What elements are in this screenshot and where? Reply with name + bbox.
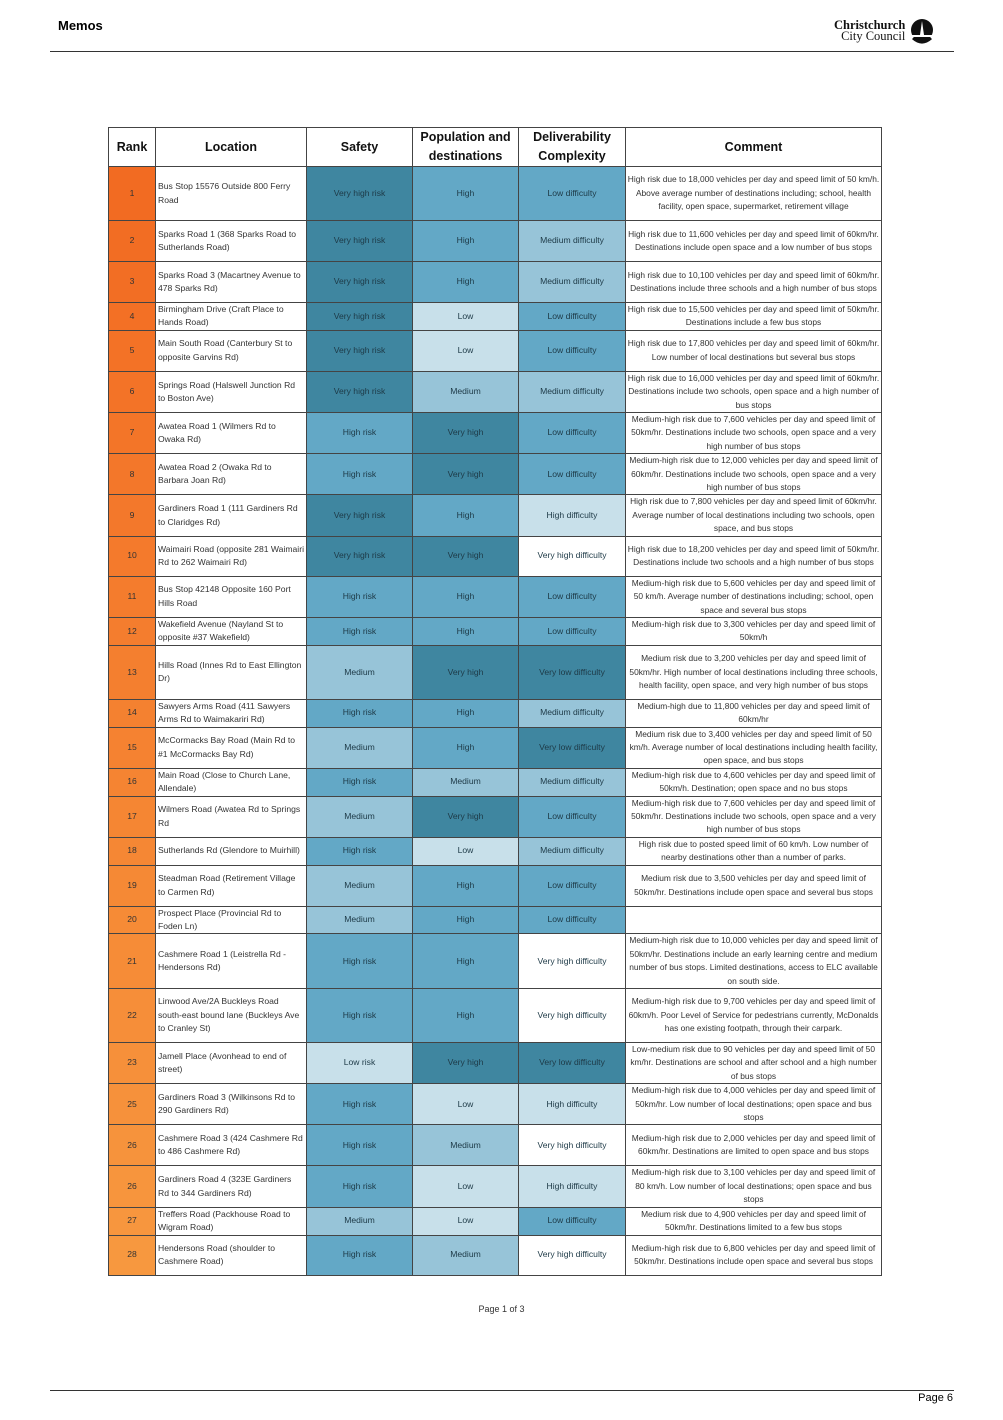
population-cell: High (413, 699, 519, 727)
safety-cell: Very high risk (307, 371, 413, 412)
safety-cell: High risk (307, 699, 413, 727)
comment-cell: Medium-high risk due to 12,000 vehicles per day and speed limit of 60km/hr. Destinations include two schools, open space and a very high number of bus stops (626, 454, 882, 495)
comment-cell: Medium-high risk due to 3,100 vehicles per day and speed limit of 80 km/h. Low number of local destinations; open space and bus stops (626, 1166, 882, 1207)
rank-cell: 16 (109, 768, 156, 796)
population-cell: Very high (413, 413, 519, 454)
location-cell: Main South Road (Canterbury St to opposite Garvins Rd) (156, 330, 307, 371)
council-logo (834, 18, 935, 44)
table-row (109, 617, 882, 645)
table-row (109, 699, 882, 727)
population-cell: Very high (413, 645, 519, 699)
location-cell: Gardiners Road 1 (111 Gardiners Rd to Claridges Rd) (156, 495, 307, 536)
rank-cell: 12 (109, 617, 156, 645)
table-header-row (109, 128, 882, 167)
population-cell: Medium (413, 1235, 519, 1275)
rank-cell: 20 (109, 906, 156, 934)
table-row (109, 330, 882, 371)
logo-line-2: City Council (841, 29, 906, 43)
population-cell: Medium (413, 1125, 519, 1166)
population-cell: Low (413, 1207, 519, 1235)
population-cell: High (413, 865, 519, 906)
rank-cell: 19 (109, 865, 156, 906)
rank-cell: 11 (109, 576, 156, 617)
comment-cell: Medium-high risk due to 10,000 vehicles per day and speed limit of 50km/hr. Destinations include an early learning centre and medium number of bus stops. Limited destinations, access to ELC available on south side. (626, 934, 882, 989)
rank-cell: 9 (109, 495, 156, 536)
safety-cell: Medium (307, 796, 413, 837)
table-row (109, 495, 882, 536)
deliverability-cell: Low difficulty (519, 330, 626, 371)
comment-cell: Low-medium risk due to 90 vehicles per day and speed limit of 50 km/hr. Destinations are school and after school and a high number of bus stops (626, 1043, 882, 1084)
deliverability-cell: Very high difficulty (519, 536, 626, 576)
location-cell: Birmingham Drive (Craft Place to Hands Road) (156, 303, 307, 331)
comment-cell: Medium-high risk due to 2,000 vehicles per day and speed limit of 60km/hr. Destinations are limited to open space and bus stops (626, 1125, 882, 1166)
safety-cell: High risk (307, 934, 413, 989)
location-cell: Cashmere Road 1 (Leistrella Rd - Hendersons Rd) (156, 934, 307, 989)
comment-cell: Medium risk due to 4,900 vehicles per day and speed limit of 50km/hr. Destinations limited to a few bus stops (626, 1207, 882, 1235)
comment-cell: High risk due to 7,800 vehicles per day and speed limit of 60km/hr. Average number of local destinations including two schools, open space, and bus stops (626, 495, 882, 536)
safety-cell: Very high risk (307, 262, 413, 303)
safety-cell: High risk (307, 837, 413, 865)
rank-cell: 4 (109, 303, 156, 331)
table-row (109, 1125, 882, 1166)
population-cell: High (413, 727, 519, 768)
table-row (109, 221, 882, 262)
deliverability-cell: Very high difficulty (519, 934, 626, 989)
location-cell: Awatea Road 2 (Owaka Rd to Barbara Joan Rd) (156, 454, 307, 495)
header-population: Population and destinations (413, 128, 519, 167)
rank-cell: 28 (109, 1235, 156, 1275)
rank-cell: 26 (109, 1166, 156, 1207)
comment-cell: Medium-high risk due to 7,600 vehicles per day and speed limit of 50km/hr. Destinations include two schools, open space and a very high number of bus stops (626, 796, 882, 837)
table-row (109, 413, 882, 454)
location-cell: Gardiners Road 3 (Wilkinsons Rd to 290 Gardiners Rd) (156, 1084, 307, 1125)
deliverability-cell: Very low difficulty (519, 727, 626, 768)
rank-cell: 7 (109, 413, 156, 454)
population-cell: Very high (413, 796, 519, 837)
location-cell: Sparks Road 3 (Macartney Avenue to 478 Sparks Rd) (156, 262, 307, 303)
deliverability-cell: Medium difficulty (519, 221, 626, 262)
table-row (109, 837, 882, 865)
deliverability-cell: Medium difficulty (519, 837, 626, 865)
page-number: Page 6 (918, 1392, 953, 1404)
rank-cell: 18 (109, 837, 156, 865)
safety-cell: High risk (307, 1084, 413, 1125)
location-cell: Treffers Road (Packhouse Road to Wigram Road) (156, 1207, 307, 1235)
safety-cell: Medium (307, 645, 413, 699)
table-row (109, 1084, 882, 1125)
page-of-label: Page 1 of 3 (478, 1304, 525, 1314)
table-row (109, 167, 882, 221)
comment-cell: Medium-high risk due to 7,600 vehicles per day and speed limit of 50km/hr. Destinations include two schools, open space and a very high number of bus stops (626, 413, 882, 454)
population-cell: High (413, 262, 519, 303)
deliverability-cell: Very low difficulty (519, 645, 626, 699)
rank-cell: 10 (109, 536, 156, 576)
rank-cell: 17 (109, 796, 156, 837)
safety-cell: Very high risk (307, 221, 413, 262)
priority-locations-table (108, 127, 882, 1276)
rank-cell: 2 (109, 221, 156, 262)
safety-cell: Medium (307, 865, 413, 906)
rank-cell: 15 (109, 727, 156, 768)
location-cell: Cashmere Road 3 (424 Cashmere Rd to 486 Cashmere Rd) (156, 1125, 307, 1166)
population-cell: High (413, 221, 519, 262)
table-row (109, 906, 882, 934)
comment-cell: Medium-high risk due to 4,600 vehicles per day and speed limit of 50km/h. Destination; open space and no bus stops (626, 768, 882, 796)
location-cell: Sawyers Arms Road (411 Sawyers Arms Rd to Waimakariri Rd) (156, 699, 307, 727)
population-cell: Very high (413, 536, 519, 576)
population-cell: High (413, 934, 519, 989)
table-row (109, 1207, 882, 1235)
comment-cell: High risk due to 18,000 vehicles per day and speed limit of 50 km/h. Above average number of destinations including; school, health facility, open space, supermarket, retirement village (626, 167, 882, 221)
table-row (109, 989, 882, 1043)
location-cell: Sparks Road 1 (368 Sparks Road to Sutherlands Road) (156, 221, 307, 262)
deliverability-cell: High difficulty (519, 1084, 626, 1125)
location-cell: Waimairi Road (opposite 281 Waimairi Rd to 262 Waimairi Rd) (156, 536, 307, 576)
table-row (109, 1235, 882, 1275)
comment-cell: High risk due to 15,500 vehicles per day and speed limit of 50km/hr. Destinations include a few bus stops (626, 303, 882, 331)
location-cell: Sutherlands Rd (Glendore to Muirhill) (156, 837, 307, 865)
rank-cell: 21 (109, 934, 156, 989)
deliverability-cell: Low difficulty (519, 796, 626, 837)
table-row (109, 796, 882, 837)
table-row (109, 454, 882, 495)
safety-cell: Very high risk (307, 303, 413, 331)
comment-cell: Medium-high risk due to 5,600 vehicles per day and speed limit of 50 km/h. Average number of destinations including; school, open space and several bus stops (626, 576, 882, 617)
location-cell: Prospect Place (Provincial Rd to Foden Ln) (156, 906, 307, 934)
deliverability-cell: Low difficulty (519, 454, 626, 495)
population-cell: High (413, 617, 519, 645)
safety-cell: Medium (307, 1207, 413, 1235)
safety-cell: High risk (307, 576, 413, 617)
table-row (109, 262, 882, 303)
safety-cell: High risk (307, 617, 413, 645)
cathedral-logo-icon (909, 18, 935, 44)
comment-cell: Medium risk due to 3,200 vehicles per day and speed limit of 50km/hr. High number of local destinations including three schools, health facility, open space, and very high number of bus stops (626, 645, 882, 699)
location-cell: Hendersons Road (shoulder to Cashmere Road) (156, 1235, 307, 1275)
deliverability-cell: Low difficulty (519, 617, 626, 645)
comment-cell: High risk due to 10,100 vehicles per day and speed limit of 60km/hr. Destinations include three schools and a high number of bus stops (626, 262, 882, 303)
footer-divider (50, 1390, 954, 1391)
deliverability-cell: Low difficulty (519, 865, 626, 906)
comment-cell: Medium-high risk due to 9,700 vehicles per day and speed limit of 60km/h. Poor Level of Service for pedestrians currently, McDonalds has one existing footpath, through their carpark. (626, 989, 882, 1043)
header-deliverability: Deliverability Complexity (519, 128, 626, 167)
population-cell: High (413, 576, 519, 617)
document-header-title: Memos (58, 18, 103, 33)
comment-cell: Medium-high risk due to 3,300 vehicles per day and speed limit of 50km/h (626, 617, 882, 645)
table-row (109, 1166, 882, 1207)
rank-cell: 13 (109, 645, 156, 699)
location-cell: Bus Stop 42148 Opposite 160 Port Hills Road (156, 576, 307, 617)
safety-cell: Very high risk (307, 330, 413, 371)
location-cell: Gardiners Road 4 (323E Gardiners Rd to 344 Gardiners Rd) (156, 1166, 307, 1207)
location-cell: Jamell Place (Avonhead to end of street) (156, 1043, 307, 1084)
location-cell: Hills Road (Innes Rd to East Ellington Dr) (156, 645, 307, 699)
deliverability-cell: Medium difficulty (519, 371, 626, 412)
deliverability-cell: Very low difficulty (519, 1043, 626, 1084)
rank-cell: 1 (109, 167, 156, 221)
rank-cell: 3 (109, 262, 156, 303)
population-cell: Very high (413, 454, 519, 495)
table-row (109, 536, 882, 576)
table-row (109, 865, 882, 906)
rank-cell: 26 (109, 1125, 156, 1166)
location-cell: Wakefield Avenue (Nayland St to opposite #37 Wakefield) (156, 617, 307, 645)
safety-cell: Medium (307, 727, 413, 768)
safety-cell: High risk (307, 989, 413, 1043)
deliverability-cell: High difficulty (519, 495, 626, 536)
safety-cell: Very high risk (307, 536, 413, 576)
comment-cell: Medium-high risk due to 4,000 vehicles per day and speed limit of 50km/hr. Low number of local destinations; open space and bus stops (626, 1084, 882, 1125)
location-cell: McCormacks Bay Road (Main Rd to #1 McCormacks Bay Rd) (156, 727, 307, 768)
comment-cell (626, 906, 882, 934)
logo-text (834, 20, 905, 42)
deliverability-cell: Very high difficulty (519, 1125, 626, 1166)
population-cell: Low (413, 837, 519, 865)
rank-cell: 27 (109, 1207, 156, 1235)
safety-cell: High risk (307, 768, 413, 796)
table-row (109, 371, 882, 412)
deliverability-cell: Low difficulty (519, 167, 626, 221)
deliverability-cell: Very high difficulty (519, 989, 626, 1043)
deliverability-cell: Medium difficulty (519, 768, 626, 796)
rank-cell: 22 (109, 989, 156, 1043)
header-safety: Safety (307, 128, 413, 167)
population-cell: Very high (413, 1043, 519, 1084)
rank-cell: 6 (109, 371, 156, 412)
comment-cell: High risk due to 16,000 vehicles per day and speed limit of 60km/hr. Destinations include two schools, open space and a high number of bus stops (626, 371, 882, 412)
header-rank: Rank (109, 128, 156, 167)
table-row (109, 576, 882, 617)
logo-line-1: Christchurch (834, 18, 906, 32)
table-row (109, 727, 882, 768)
deliverability-cell: Very high difficulty (519, 1235, 626, 1275)
comment-cell: Medium risk due to 3,500 vehicles per day and speed limit of 50km/hr. Destinations include open space and several bus stops (626, 865, 882, 906)
table-row (109, 934, 882, 989)
safety-cell: High risk (307, 1166, 413, 1207)
population-cell: Low (413, 330, 519, 371)
comment-cell: High risk due to 11,600 vehicles per day and speed limit of 60km/hr. Destinations include open space and a low number of bus stops (626, 221, 882, 262)
location-cell: Awatea Road 1 (Wilmers Rd to Owaka Rd) (156, 413, 307, 454)
deliverability-cell: Low difficulty (519, 303, 626, 331)
population-cell: Medium (413, 371, 519, 412)
header-comment: Comment (626, 128, 882, 167)
population-cell: Low (413, 1166, 519, 1207)
comment-cell: Medium-high risk due to 6,800 vehicles per day and speed limit of 50km/hr. Destinations include open space and several bus stops (626, 1235, 882, 1275)
rank-cell: 5 (109, 330, 156, 371)
safety-cell: Medium (307, 906, 413, 934)
rank-cell: 14 (109, 699, 156, 727)
deliverability-cell: Medium difficulty (519, 699, 626, 727)
safety-cell: Low risk (307, 1043, 413, 1084)
location-cell: Steadman Road (Retirement Village to Carmen Rd) (156, 865, 307, 906)
population-cell: Low (413, 1084, 519, 1125)
population-cell: Medium (413, 768, 519, 796)
table-row (109, 1043, 882, 1084)
table-row (109, 645, 882, 699)
deliverability-cell: Low difficulty (519, 413, 626, 454)
deliverability-cell: Low difficulty (519, 1207, 626, 1235)
rank-cell: 25 (109, 1084, 156, 1125)
population-cell: High (413, 989, 519, 1043)
population-cell: High (413, 906, 519, 934)
population-cell: High (413, 495, 519, 536)
comment-cell: High risk due to 17,800 vehicles per day and speed limit of 60km/hr. Low number of local destinations but several bus stops (626, 330, 882, 371)
population-cell: Low (413, 303, 519, 331)
rank-cell: 23 (109, 1043, 156, 1084)
comment-cell: Medium risk due to 3,400 vehicles per day and speed limit of 50 km/h. Average number of local destinations including health facility, open space, and bus stops (626, 727, 882, 768)
rank-cell: 8 (109, 454, 156, 495)
table-row (109, 768, 882, 796)
location-cell: Wilmers Road (Awatea Rd to Springs Rd (156, 796, 307, 837)
location-cell: Springs Road (Halswell Junction Rd to Boston Ave) (156, 371, 307, 412)
safety-cell: High risk (307, 1125, 413, 1166)
location-cell: Bus Stop 15576 Outside 800 Ferry Road (156, 167, 307, 221)
safety-cell: Very high risk (307, 167, 413, 221)
comment-cell: High risk due to posted speed limit of 60 km/h. Low number of nearby destinations other than a number of parks. (626, 837, 882, 865)
safety-cell: High risk (307, 454, 413, 495)
population-cell: High (413, 167, 519, 221)
location-cell: Main Road (Close to Church Lane, Allendale) (156, 768, 307, 796)
comment-cell: High risk due to 18,200 vehicles per day and speed limit of 50km/hr. Destinations include two schools and a high number of bus stops (626, 536, 882, 576)
deliverability-cell: High difficulty (519, 1166, 626, 1207)
comment-cell: Medium-high due to 11,800 vehicles per day and speed limit of 60km/hr (626, 699, 882, 727)
deliverability-cell: Low difficulty (519, 906, 626, 934)
safety-cell: High risk (307, 413, 413, 454)
safety-cell: Very high risk (307, 495, 413, 536)
deliverability-cell: Low difficulty (519, 576, 626, 617)
deliverability-cell: Medium difficulty (519, 262, 626, 303)
table-row (109, 303, 882, 331)
header-divider (50, 51, 954, 52)
table-body (109, 167, 882, 1276)
location-cell: Linwood Ave/2A Buckleys Road south-east bound lane (Buckleys Ave to Cranley St) (156, 989, 307, 1043)
safety-cell: High risk (307, 1235, 413, 1275)
header-location: Location (156, 128, 307, 167)
